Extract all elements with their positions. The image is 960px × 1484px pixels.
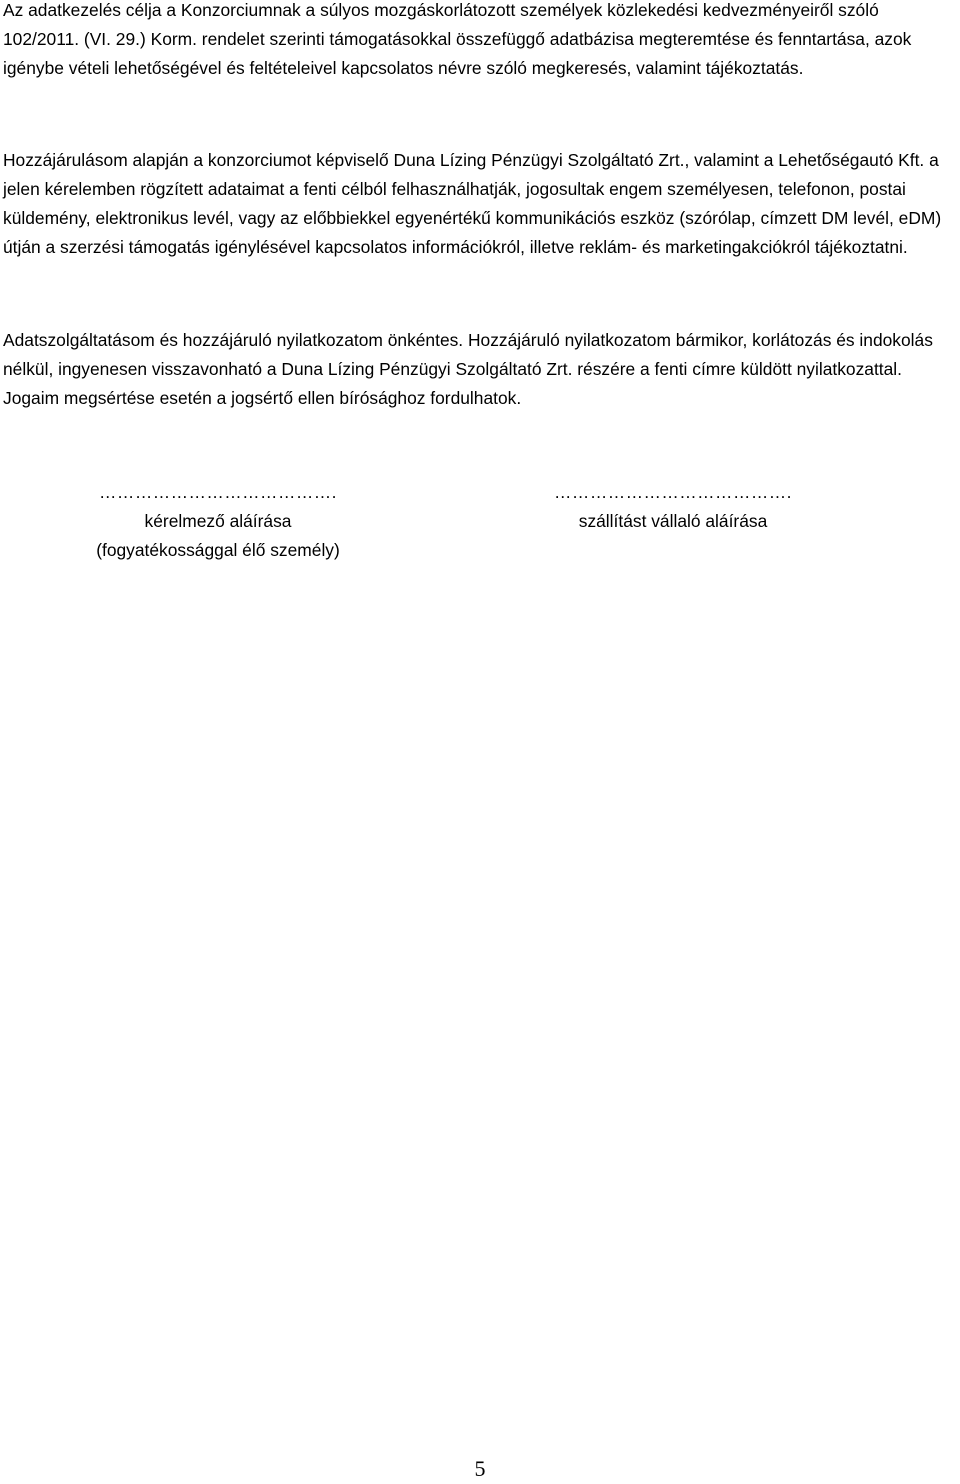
signature-block-transporter (478, 478, 868, 536)
signature-line: …………………………………. (99, 482, 337, 502)
signature-line: …………………………………. (554, 482, 792, 502)
paragraph-consent: Hozzájárulásom alapján a konzorciumot képviselő Duna Lízing Pénzügyi Szolgáltató Zrt., valamint a Lehetőségautó Kft. a jelen kérelemben rögzített adataimat a fenti célból felhasználhatják, jogosultak engem személyesen, telefonon, postai küldemény, elektronikus levél, vagy az előbbiekkel egyenértékű kommunikációs eszköz (szórólap, címzett DM levél, eDM) útján a szerzési támogatás igénylésével kapcsolatos információkról, illetve reklám- és marketingakciókról tájékoztatni. (3, 150, 942, 257)
signature-label: kérelmező aláírása (144, 511, 292, 531)
signature-block-applicant (28, 478, 408, 565)
paragraph-purpose: Az adatkezelés célja a Konzorciumnak a súlyos mozgáskorlátozott személyek közlekedési kedvezményeiről szóló 102/2011. (VI. 29.) Korm. rendelet szerinti támogatásokkal összefüggő adatbázisa megteremtése és fenntartása, azok igénybe vételi lehetőségével és feltételeivel kapcsolatos névre szóló megkeresés, valamint tájékoztatás. (3, 0, 912, 78)
signature-label: szállítást vállaló aláírása (578, 511, 768, 531)
paragraph-voluntary: Adatszolgáltatásom és hozzájáruló nyilatkozatom önkéntes. Hozzájáruló nyilatkozatom bármikor, korlátozás és indokolás nélkül, ingyenesen visszavonható a Duna Lízing Pénzügyi Szolgáltató Zrt. részére a fenti címre küldött nyilatkozattal. Jogaim megsértése esetén a jogsértő ellen bírósághoz fordulhatok. (3, 330, 933, 408)
page-number: 5 (474, 1456, 486, 1481)
signature-sublabel: (fogyatékossággal élő személy) (96, 540, 340, 560)
